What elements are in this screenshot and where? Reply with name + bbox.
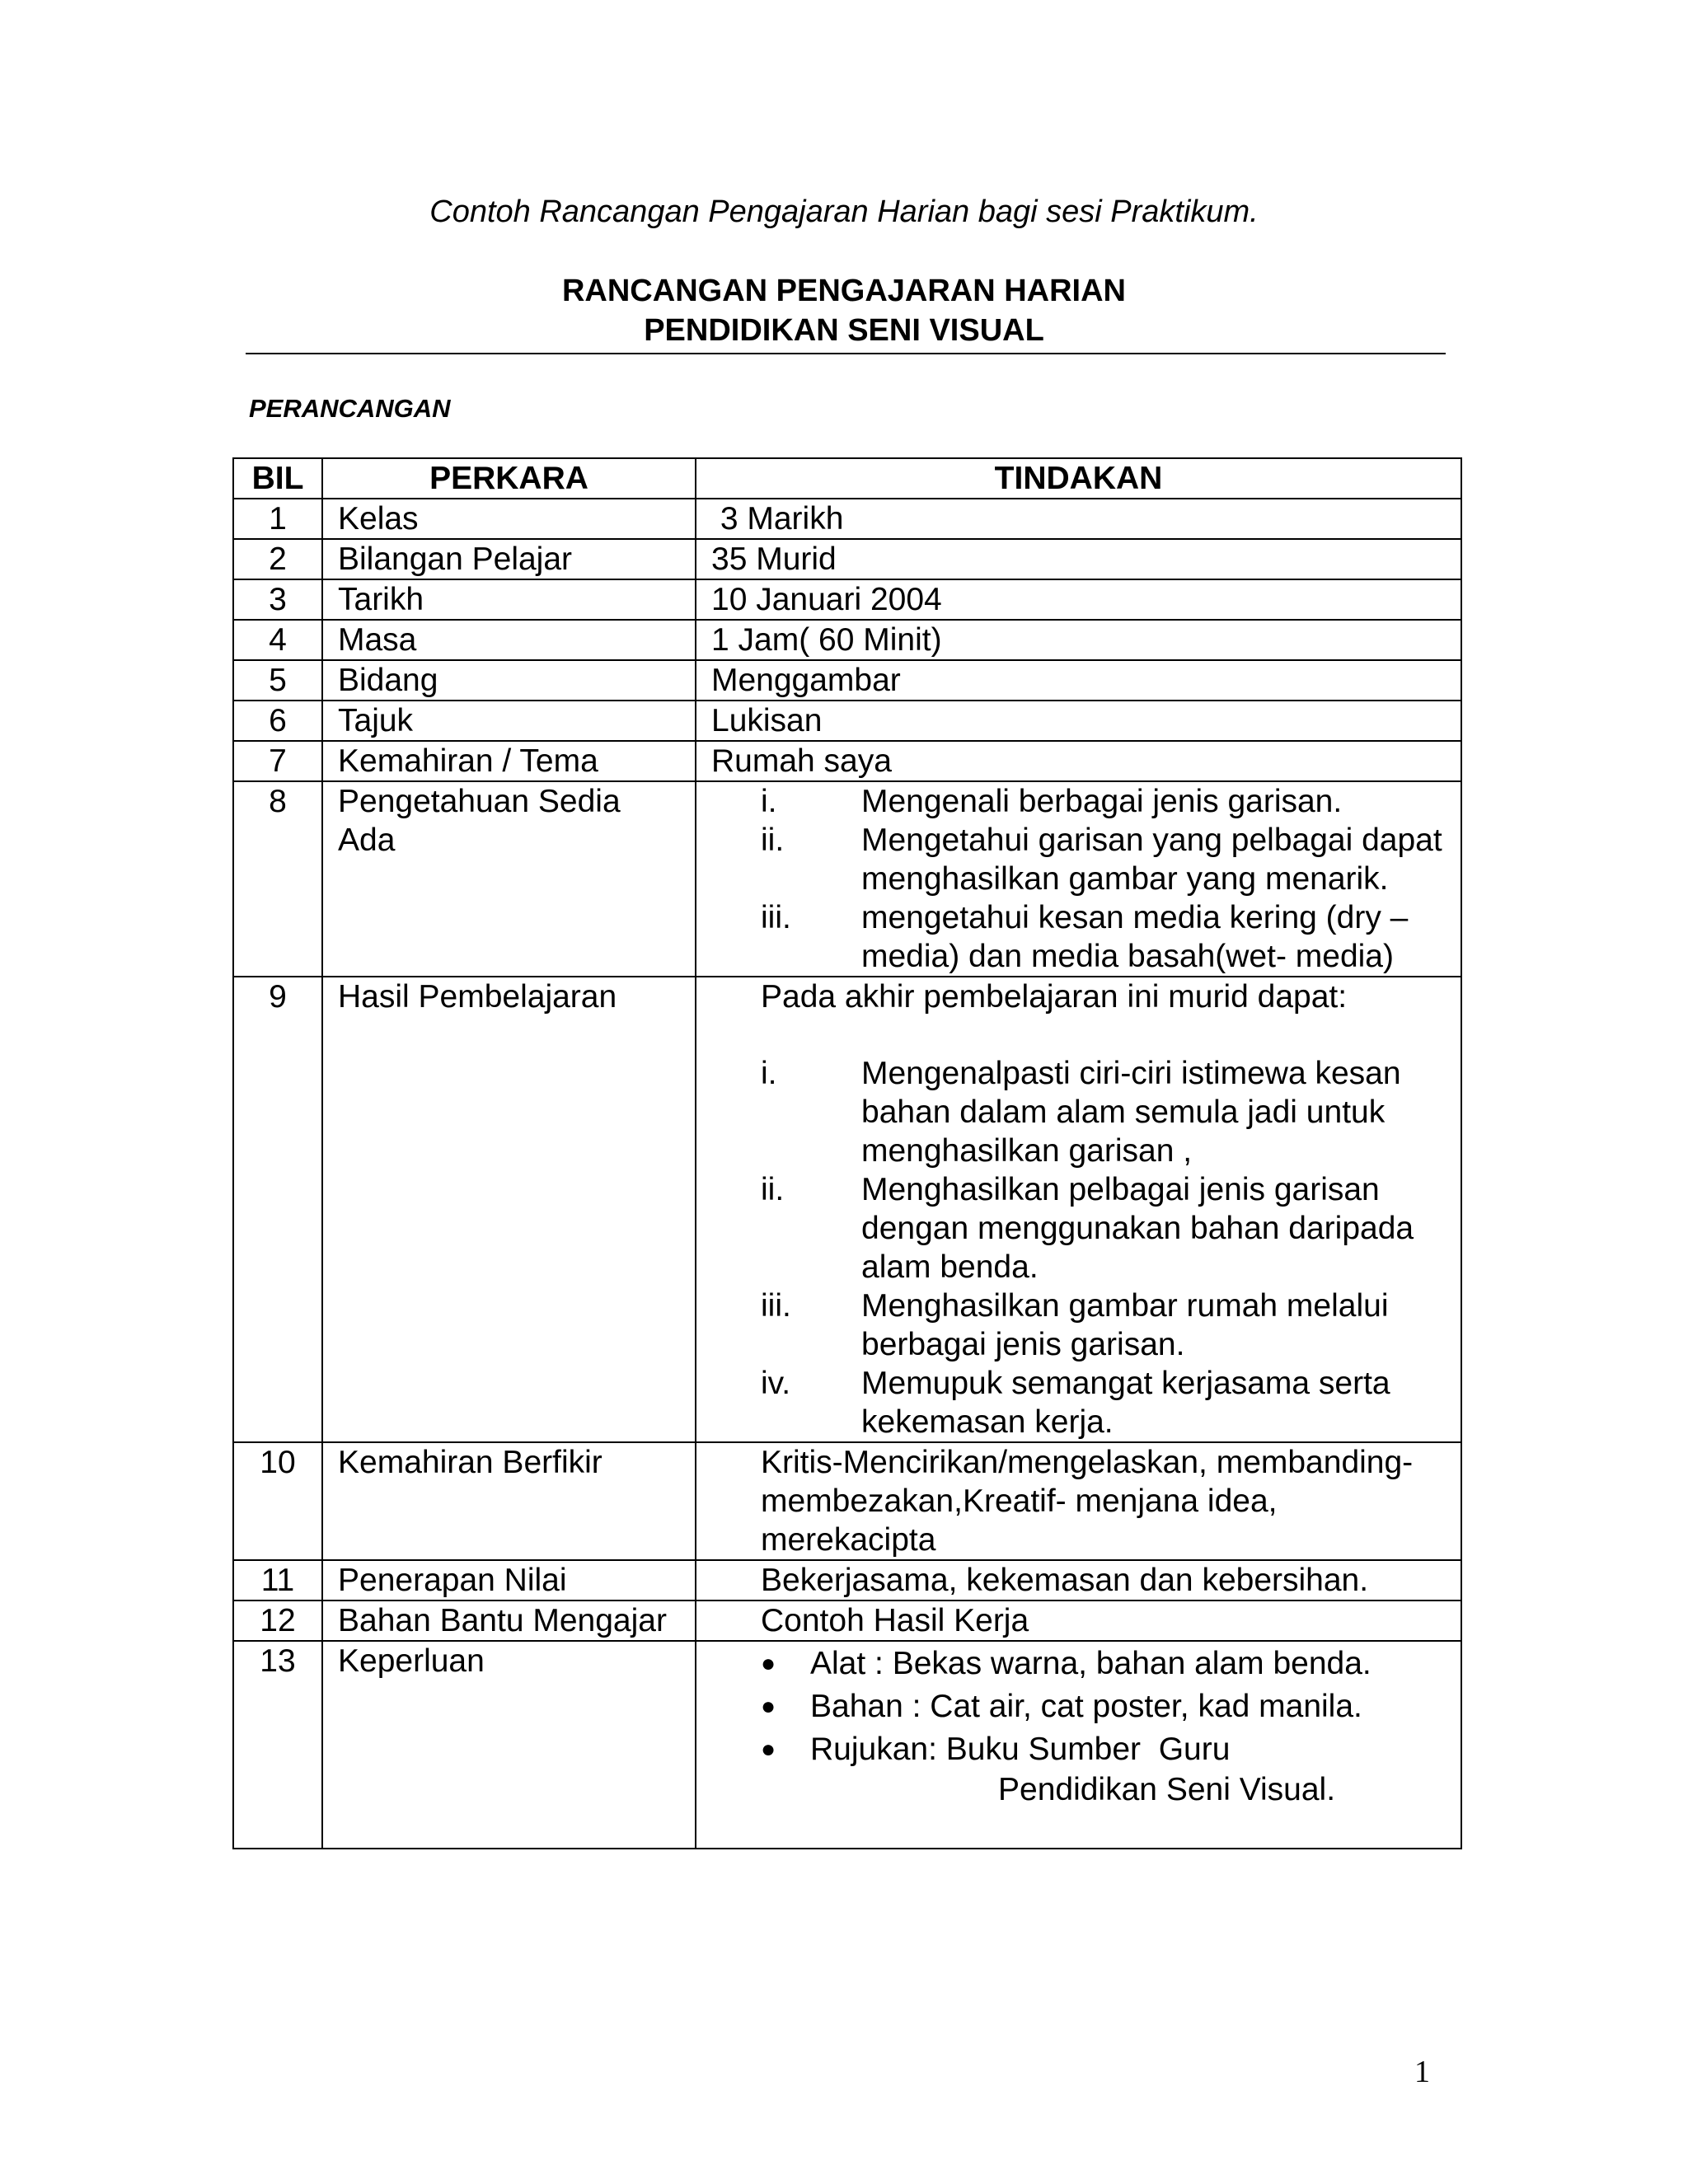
row-number: 8 [233,781,322,977]
table-row [233,1442,1461,1560]
row-item-line: Pengetahuan Sedia [338,784,621,819]
row-item-line: Ada [338,823,396,858]
list-intro: Pada akhir pembelajaran ini murid dapat: [761,979,1348,1015]
row-item: Keperluan [322,1641,696,1849]
header-perkara: PERKARA [322,458,696,499]
table-row [233,499,1461,539]
bullet-icon: ● [761,1735,776,1763]
row-action [696,781,1461,977]
bullet-icon: ● [761,1692,776,1720]
row-number: 13 [233,1641,322,1849]
row-item: Hasil Pembelajaran [322,977,696,1442]
bullet-item [761,1642,1461,1685]
list-text: Menghasilkan pelbagai jenis garisan dengan menggunakan bahan daripada alam benda. [861,1172,1414,1285]
list-numeral: iii. [761,1288,791,1324]
list-text: mengetahui kesan media kering (dry – media) dan media basah(wet- media) [861,900,1409,974]
header-bil: BIL [233,458,322,499]
table-row [233,781,1461,977]
row-item: Tarikh [322,579,696,620]
list-numeral: iv. [761,1366,791,1401]
table-row [233,741,1461,781]
row-number: 6 [233,701,322,741]
row-action: Menggambar [696,660,1461,701]
row-item: Penerapan Nilai [322,1560,696,1601]
bullet-text: Alat : Bekas warna, bahan alam benda. [810,1645,1372,1681]
row-number: 12 [233,1601,322,1641]
list-numeral: i. [761,1056,777,1091]
document-title: RANCANGAN PENGAJARAN HARIAN [561,274,1127,308]
title-divider [246,353,1446,354]
row-item: Masa [322,620,696,660]
row-number: 5 [233,660,322,701]
list-numeral: ii. [761,823,785,858]
table-row [233,1641,1461,1849]
table-row [233,977,1461,1442]
list-item [761,1364,1461,1441]
list-text: Mengenali berbagai jenis garisan. [861,784,1343,819]
list-numeral: ii. [761,1172,785,1207]
row-number: 7 [233,741,322,781]
row-number: 3 [233,579,322,620]
row-action [696,977,1461,1442]
list-numeral: i. [761,784,777,819]
list-item [761,1170,1461,1286]
row-action: 35 Murid [696,539,1461,579]
row-item: Bidang [322,660,696,701]
list-text: Mengetahui garisan yang pelbagai dapat menghasilkan gambar yang menarik. [861,823,1442,897]
list-text: Menghasilkan gambar rumah melalui berbagai jenis garisan. [861,1288,1389,1362]
bullet-item [761,1685,1461,1727]
list-item [761,782,1461,821]
row-item: Bilangan Pelajar [322,539,696,579]
row-item: Kemahiran Berfikir [322,1442,696,1560]
table-row [233,539,1461,579]
spacer [761,1016,1461,1054]
section-heading: PERANCANGAN [249,394,451,423]
row-action: Contoh Hasil Kerja [696,1601,1461,1641]
bullet-icon: ● [761,1649,776,1677]
row-action [696,1641,1461,1849]
list-item [761,1054,1461,1170]
row-action: Bekerjasama, kekemasan dan kebersihan. [696,1560,1461,1601]
table-row [233,620,1461,660]
list-item [761,898,1461,976]
row-number: 9 [233,977,322,1442]
row-number: 2 [233,539,322,579]
table-row [233,1601,1461,1641]
table-row [233,1560,1461,1601]
list-item [761,821,1461,898]
row-action: Rumah saya [696,741,1461,781]
document-title-subject: PENDIDIKAN SENI VISUAL [644,313,1044,348]
table-row [233,660,1461,701]
list-numeral: iii. [761,900,791,935]
header-tindakan: TINDAKAN [696,458,1461,499]
table-header-row [233,458,1461,499]
lesson-plan-table [232,457,1462,1849]
row-number: 11 [233,1560,322,1601]
bullet-text: Rujukan: Buku Sumber Guru [810,1731,1231,1767]
row-action: 1 Jam( 60 Minit) [696,620,1461,660]
bullet-text: Bahan : Cat air, cat poster, kad manila. [810,1688,1362,1724]
row-item: Bahan Bantu Mengajar [322,1601,696,1641]
bullet-continuation: Pendidikan Seni Visual. [998,1772,1336,1807]
document-subtitle: Contoh Rancangan Pengajaran Harian bagi sesi Praktikum. [429,194,1259,229]
list-text: Mengenalpasti ciri-ciri istimewa kesan bahan dalam alam semula jadi untuk menghasilkan garisan , [861,1056,1401,1169]
row-number: 4 [233,620,322,660]
row-item: Kelas [322,499,696,539]
table-row [233,701,1461,741]
bullet-item [761,1727,1461,1770]
row-number: 10 [233,1442,322,1560]
list-text: Memupuk semangat kerjasama serta kekemasan kerja. [861,1366,1390,1440]
row-action: Kritis-Mencirikan/mengelaskan, membanding-membezakan,Kreatif- menjana idea, merekacipta [696,1442,1461,1560]
row-item: Tajuk [322,701,696,741]
row-item [322,781,696,977]
row-action: 10 Januari 2004 [696,579,1461,620]
row-action: 3 Marikh [696,499,1461,539]
row-number: 1 [233,499,322,539]
table-row [233,579,1461,620]
page-number: 1 [1414,2055,1430,2089]
list-item [761,1286,1461,1364]
row-action: Lukisan [696,701,1461,741]
row-item: Kemahiran / Tema [322,741,696,781]
